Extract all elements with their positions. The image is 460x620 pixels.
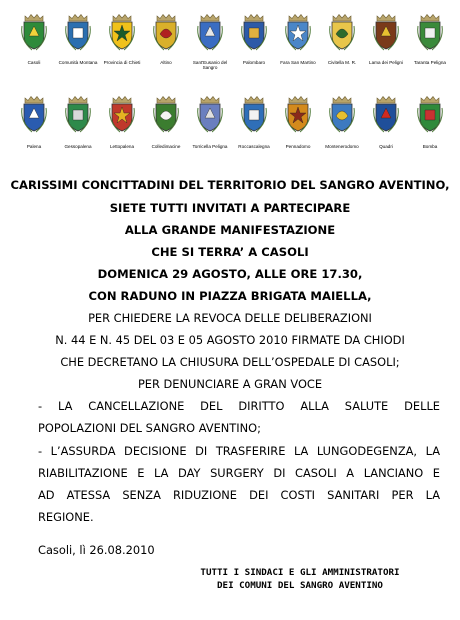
bullet-2-line-4: REGIONE. bbox=[38, 510, 94, 524]
coat-of-arms-icon bbox=[371, 94, 401, 134]
headline-line-2: SIETE TUTTI INVITATI A PARTECIPARE bbox=[109, 201, 351, 215]
crest-roccascalegna bbox=[236, 94, 272, 149]
bullet-1-line-2: POPOLAZIONI DEL SANGRO AVENTINO; bbox=[38, 421, 261, 435]
signature-line-1: TUTTI I SINDACI E GLI AMMINISTRATORI bbox=[200, 567, 400, 578]
coat-of-arms-icon bbox=[151, 94, 181, 134]
crest-comunit-montana bbox=[60, 12, 96, 71]
body-line-3: CHE DECRETANO LA CHIUSURA DELL’OSPEDALE DI CASOLI; bbox=[60, 355, 400, 369]
crest-taranta-peligna bbox=[412, 12, 448, 71]
crest-civitella-m-r bbox=[324, 12, 360, 71]
crest-lama-dei-peligni bbox=[368, 12, 404, 71]
crest-label: Quadri bbox=[379, 144, 393, 149]
coat-of-arms-icon bbox=[195, 12, 225, 52]
crest-colledimacine bbox=[148, 94, 184, 149]
bullet-2-line-1: - L’ASSURDA DECISIONE DI TRASFERIRE LA LUNGODEGENZA, LA bbox=[38, 444, 440, 458]
crest-label: Civitella M. R. bbox=[327, 60, 357, 65]
crest-montenerodomo bbox=[324, 94, 360, 149]
headline-line-6: CON RADUNO IN PIAZZA BRIGATA MAIELLA, bbox=[88, 289, 372, 303]
crest-label: Montenerodomo bbox=[325, 144, 359, 149]
crest-label: Colledimacine bbox=[151, 144, 181, 149]
coat-of-arms-icon bbox=[415, 94, 445, 134]
signature-line-2: DEI COMUNI DEL SANGRO AVENTINO bbox=[217, 580, 383, 591]
crest-casoli bbox=[16, 12, 52, 71]
crest-torricella-peligna bbox=[192, 94, 228, 149]
crest-row-top bbox=[16, 12, 448, 71]
body-line-2: N. 44 E N. 45 DEL 03 E 05 AGOSTO 2010 FIRMATE DA CHIODI bbox=[55, 333, 405, 347]
crest-label: Fara San Martino bbox=[280, 60, 316, 65]
body-line-4: PER DENUNCIARE A GRAN VOCE bbox=[137, 377, 323, 391]
coat-of-arms-icon bbox=[19, 94, 49, 134]
coat-of-arms-icon bbox=[283, 94, 313, 134]
crest-palena bbox=[16, 94, 52, 149]
coat-of-arms-icon bbox=[415, 12, 445, 52]
crest-row-bottom bbox=[16, 94, 448, 149]
headline-line-4: CHE SI TERRA’ A CASOLI bbox=[151, 245, 309, 259]
crest-label: Provincia di Chieti bbox=[103, 60, 141, 65]
coat-of-arms-icon bbox=[371, 12, 401, 52]
crest-label: Sant'Eusanio del Sangro bbox=[192, 60, 228, 71]
coat-of-arms-icon bbox=[283, 12, 313, 52]
crest-bomba bbox=[412, 94, 448, 149]
bullet-1-line-1: - LA CANCELLAZIONE DEL DIRITTO ALLA SALUTE DELLE bbox=[38, 399, 440, 413]
headline-line-5: DOMENICA 29 AGOSTO, ALLE ORE 17.30, bbox=[97, 267, 363, 281]
coat-of-arms-icon bbox=[107, 94, 137, 134]
coat-of-arms-icon bbox=[239, 12, 269, 52]
crest-altino bbox=[148, 12, 184, 71]
crest-label: Lama dei Peligni bbox=[369, 60, 403, 65]
coat-of-arms-icon bbox=[107, 12, 137, 52]
coat-of-arms-icon bbox=[19, 12, 49, 52]
crest-fara-san-martino bbox=[280, 12, 316, 71]
crest-label: Palena bbox=[26, 144, 42, 149]
crest-palombaro bbox=[236, 12, 272, 71]
crest-label: Lettopalena bbox=[109, 144, 134, 149]
bullet-2-line-2: RIABILITAZIONE E LA DAY SURGERY DI CASOLI A LANCIANO E bbox=[38, 466, 440, 480]
crest-label: Roccascalegna bbox=[238, 144, 270, 149]
crest-label: Gessopalena bbox=[64, 144, 92, 149]
crest-provincia-di-chieti bbox=[104, 12, 140, 71]
coat-of-arms-icon bbox=[239, 94, 269, 134]
crest-pennadomo bbox=[280, 94, 316, 149]
coat-of-arms-icon bbox=[63, 94, 93, 134]
crest-label: Bomba bbox=[422, 144, 438, 149]
crest-label: Comunità Montana bbox=[58, 60, 98, 65]
coat-of-arms-icon bbox=[327, 94, 357, 134]
coat-of-arms-icon bbox=[195, 94, 225, 134]
crest-lettopalena bbox=[104, 94, 140, 149]
crest-label: Palombaro bbox=[242, 60, 266, 65]
coat-of-arms-icon bbox=[151, 12, 181, 52]
crest-label: Casoli bbox=[27, 60, 41, 65]
crest-gessopalena bbox=[60, 94, 96, 149]
date-line: Casoli, lì 26.08.2010 bbox=[38, 543, 155, 557]
crest-label: Taranta Peligna bbox=[414, 60, 446, 65]
coat-of-arms-icon bbox=[327, 12, 357, 52]
crest-label: Torricella Peligna bbox=[192, 144, 228, 149]
crest-quadri bbox=[368, 94, 404, 149]
crest-sant-eusanio-del-sangro bbox=[192, 12, 228, 71]
headline-line-1: CARISSIMI CONCITTADINI DEL TERRITORIO DEL SANGRO AVENTINO, bbox=[10, 178, 450, 192]
coat-of-arms-icon bbox=[63, 12, 93, 52]
bullet-2-line-3: AD ATESSA SENZA RIDUZIONE DEI COSTI SANITARI PER LA bbox=[38, 488, 440, 502]
headline-line-3: ALLA GRANDE MANIFESTAZIONE bbox=[124, 223, 336, 237]
crest-label: Pennadomo bbox=[285, 144, 311, 149]
crest-label: Altino bbox=[160, 60, 172, 65]
body-line-1: PER CHIEDERE LA REVOCA DELLE DELIBERAZIONI bbox=[88, 311, 372, 325]
